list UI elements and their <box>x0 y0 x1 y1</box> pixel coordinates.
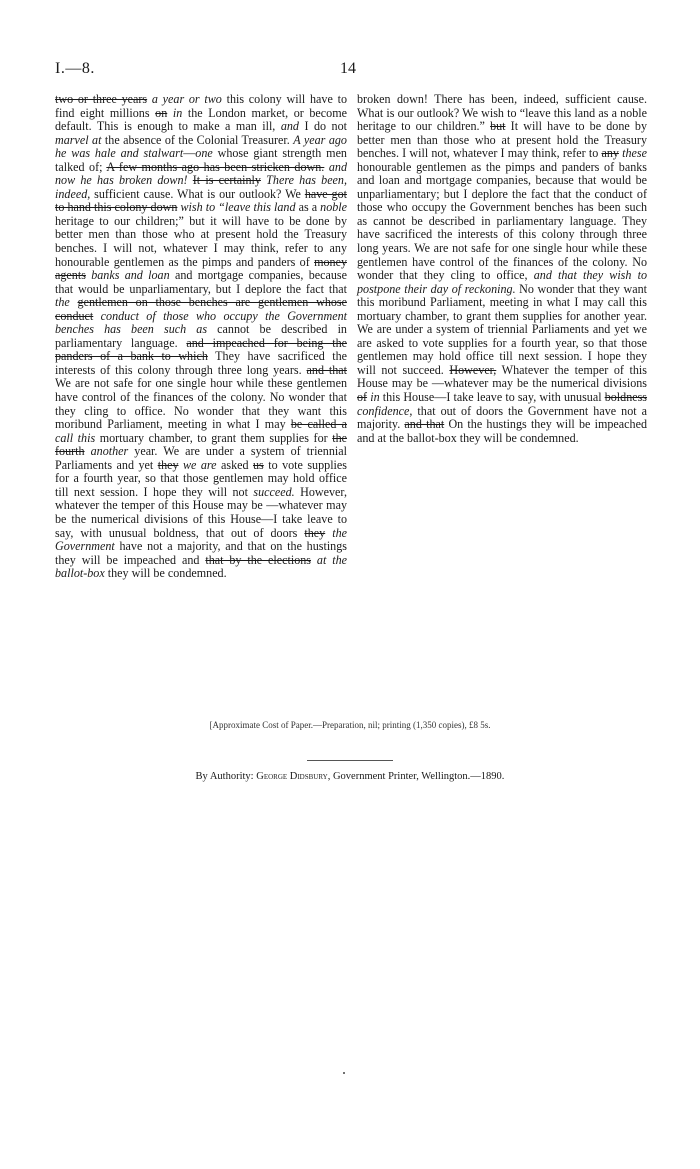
struck-text: us <box>253 457 264 472</box>
text-run: I do not <box>298 119 347 134</box>
inserted-text: these <box>622 146 647 161</box>
authority-suffix: , Government Printer, Wellington.—1890. <box>327 771 505 782</box>
text-run: They have sacrificed the interests of this colony through three long years. <box>55 349 348 377</box>
struck-text: However, <box>449 362 497 377</box>
inserted-text: a year or two <box>151 92 222 106</box>
text-run: this House—I take leave to say, with unusual <box>379 390 605 405</box>
stray-mark <box>343 1072 345 1074</box>
text-run: and mortgage companies, because that would be unparliamentary, but I deplore the fact that <box>55 268 347 296</box>
struck-text: It is certainly <box>192 173 261 188</box>
right-column-text <box>357 93 647 445</box>
struck-text: gentlemen on those benches are gentlemen whose conduct <box>55 295 347 323</box>
inserted-text: in <box>172 105 183 120</box>
inserted-text: succeed. <box>253 484 295 499</box>
text-run: this colony will have to find eight millions <box>55 92 347 120</box>
inserted-text: confidence, <box>357 403 413 418</box>
text-run: the absence of the Colonial Treasurer. <box>101 132 294 147</box>
inserted-text: another <box>90 444 129 459</box>
struck-text: two or three years <box>55 92 148 106</box>
struck-text: any <box>601 146 619 161</box>
printer-authority-line <box>0 771 700 782</box>
right-column-paragraph <box>357 93 647 445</box>
text-run: — <box>183 146 196 161</box>
page-number: 14 <box>340 60 356 77</box>
left-column-paragraph <box>55 93 347 581</box>
inserted-text: There has been, indeed, <box>55 173 347 201</box>
text-run: No wonder that they want this moribund Parliament, meeting in what I may call this mortuary chamber, to grant them supplies for another year. We are under a system of triennial Parliaments and yet we are asked to vote supplies for a fourth year, so that those gentlemen may hold office till next session. I hope they will not succeed. <box>357 281 647 377</box>
inserted-text: banks and loan <box>91 268 170 283</box>
struck-text: and impeached for being the panders of a bank to which <box>55 335 347 364</box>
document-reference: I.—8. <box>55 60 95 77</box>
text-run: broken down! There has been, indeed, sufficient cause. What is our outlook? We wish to “leave this land as a noble heritage to our children.” <box>357 92 647 134</box>
text-run <box>93 309 100 323</box>
inserted-text: marvel at <box>55 132 102 147</box>
inserted-text: noble <box>320 200 348 215</box>
text-run: mortuary chamber, to grant them supplies for <box>95 430 333 445</box>
text-run: It will have to be done by better men than those who at present hold the Treasury benches. I will not, whatever I may think, refer to <box>357 119 647 161</box>
authority-prefix: By Authority: <box>195 771 257 782</box>
inserted-text: the <box>55 295 70 310</box>
struck-text: have got to hand this colony down <box>55 186 347 215</box>
text-run: cannot be described in parliamentary language. <box>55 322 347 350</box>
struck-text: be called a <box>290 417 347 432</box>
text-run: Whatever the temper of this House may be —whatever may be the numerical divisions <box>357 362 647 391</box>
inserted-text: call this <box>55 430 96 445</box>
text-run: whose giant strength men talked of; <box>55 146 347 174</box>
struck-text: the fourth <box>55 430 347 459</box>
text-run: have not a majority, and that on the hustings they will be impeached and <box>55 539 347 567</box>
struck-text: and that <box>306 362 347 377</box>
inserted-text: one <box>195 146 213 161</box>
text-run: heritage to our children;” but it will have to be done by better men than those who at present hold the Treasury benches. I will not, whatever I may think, refer to any honourable gentlemen as the pimps and panders of <box>55 213 347 269</box>
text-run: the London market, or become default. This is enough to make a man ill, <box>55 105 347 134</box>
text-run: year. We are under a system of triennial Parliaments and yet <box>55 444 347 472</box>
cost-note: [Approximate Cost of Paper.—Preparation, nil; printing (1,350 copies), £8 5s. <box>209 720 491 730</box>
struck-text: but <box>490 119 506 134</box>
printer-name: George Didsbury <box>256 771 328 782</box>
text-run: they will be condemned. <box>104 566 227 581</box>
text-run: to vote supplies for a fourth year, so that those gentlemen may hold office till next session. I hope they will not <box>55 457 347 499</box>
page-header <box>0 60 700 80</box>
struck-text: boldness <box>604 390 648 405</box>
text-run: as a <box>295 200 321 215</box>
inserted-text: we are <box>182 457 217 472</box>
struck-text: money agents <box>55 254 347 283</box>
struck-text: on <box>155 105 168 120</box>
inserted-text: conduct of those who occupy the Government benches has been such as <box>55 308 347 337</box>
inserted-text: at the ballot-box <box>55 552 347 581</box>
inserted-text: in <box>370 390 380 405</box>
inserted-text: and that they wish to postpone their day of reckoning. <box>357 268 647 296</box>
text-run: that out of doors the Government have not a majority. <box>357 403 647 432</box>
struck-text: of <box>357 390 368 405</box>
inserted-text: the Government <box>55 525 348 554</box>
inserted-text: wish to “leave this land <box>180 200 296 215</box>
struck-text: they <box>157 457 179 472</box>
inserted-text: A year ago he was hale and stalwart <box>55 132 347 161</box>
divider-rule <box>307 760 393 761</box>
inserted-text: and now he has broken down! <box>55 159 347 188</box>
text-run <box>70 295 78 309</box>
inserted-text: and <box>280 119 299 134</box>
text-run: We are not safe for one single hour while these gentlemen have control of the finances of the colony. No wonder that they cling to office. No wonder that they want this moribund Parliament, meeting in what I may <box>55 376 347 432</box>
struck-text: A few months ago has been stricken down. <box>106 159 325 174</box>
struck-text: they <box>304 525 326 540</box>
text-run: However, whatever the temper of this House may be —whatever may be the numerical divisions of this House—I take leave to say, with unusual boldness, that out of doors <box>55 484 347 540</box>
text-run: asked <box>216 457 253 472</box>
struck-text: and that <box>404 417 445 432</box>
struck-text: that by the elections <box>205 552 312 567</box>
text-run: On the hustings they will be impeached and at the ballot-box they will be condemned. <box>357 417 647 445</box>
text-run: honourable gentlemen as the pimps and panders of banks and loan and mortgage companies, because that would be unparliamentary; but I deplore the fact that the conduct of those who occupy the Government benches has been such as cannot be described in parliamentary language. They have sacrificed the interests of this colony through three long years. We are not safe for one single hour while these gentlemen have control of the finances of the colony. No wonder that they cling to office, <box>357 159 647 283</box>
text-run: sufficient cause. What is our outlook? We <box>90 186 305 201</box>
left-column-text <box>55 93 347 581</box>
